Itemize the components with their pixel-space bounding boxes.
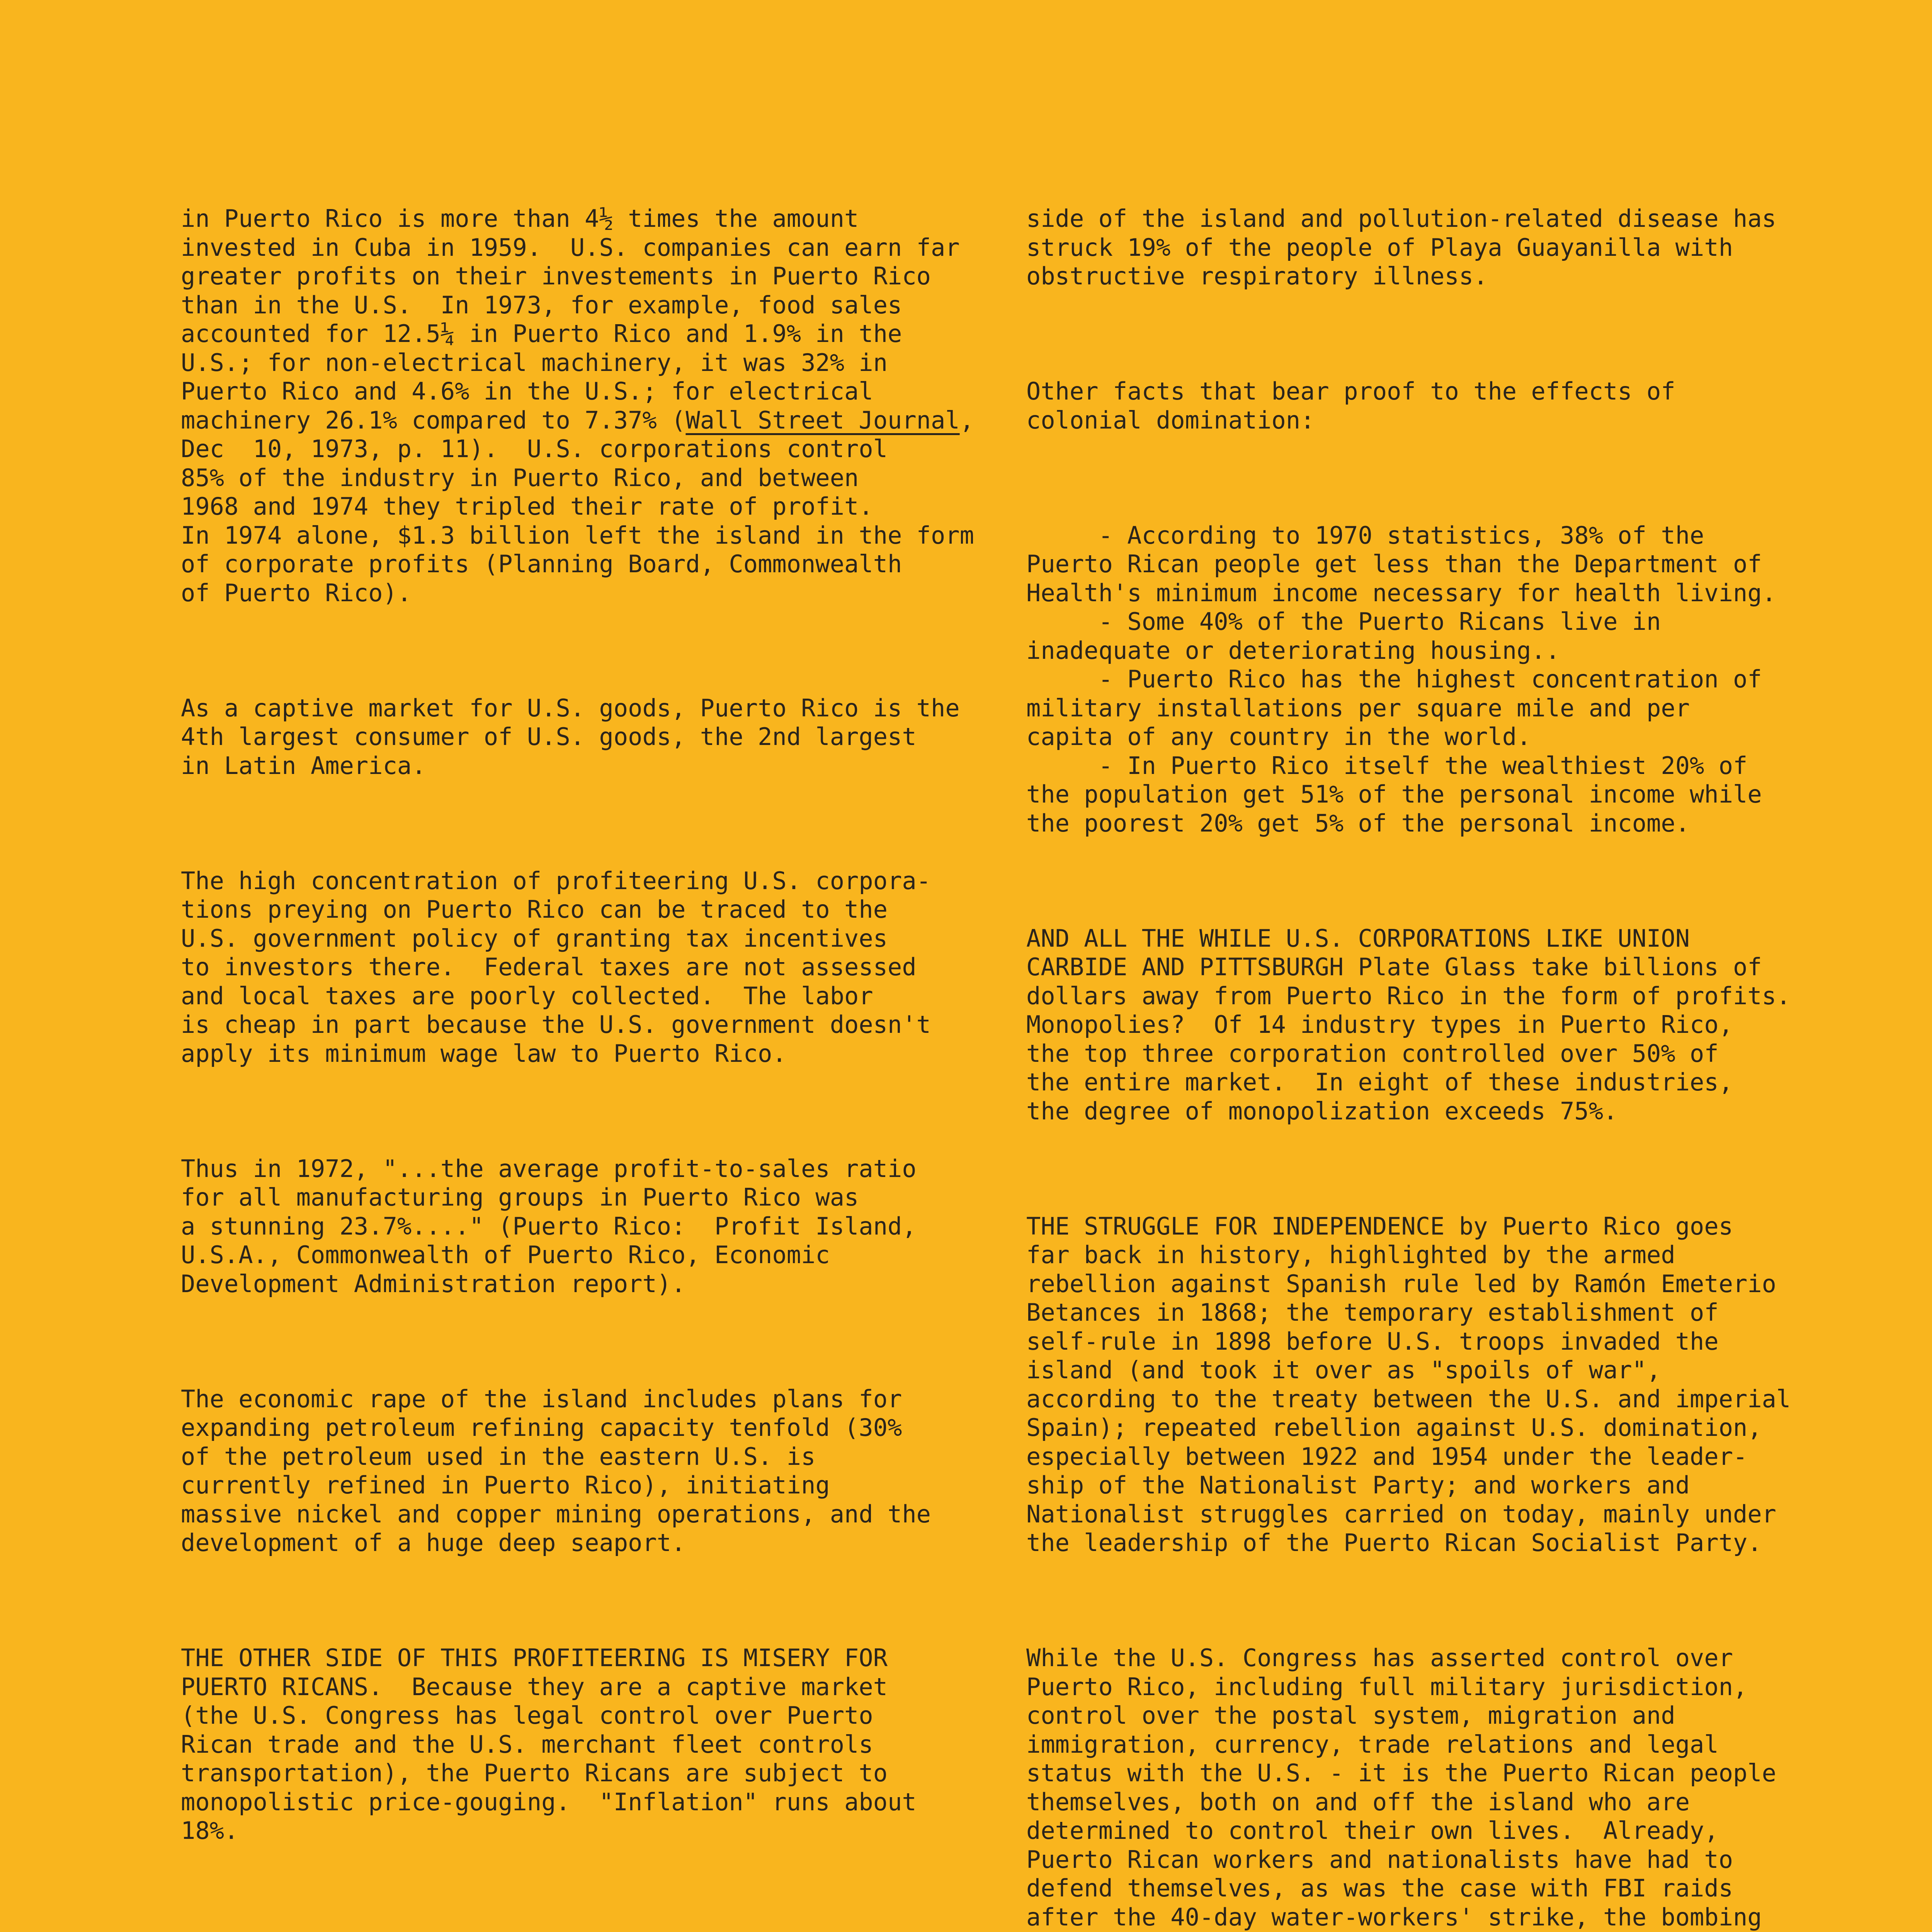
right-column [1026, 147, 1845, 1932]
paragraph-tax-incentives: The high concentration of profiteering U.S. corpora- tions preying on Puerto Rico can be traced to the U.S. government policy of granting tax incentives to investors there. Federal taxes are not assessed and local taxes are poorly collected. The labor is cheap in part because the U.S. government doesn't apply its minimum wage law to Puerto Rico. [181, 866, 931, 1068]
paragraph-misery: THE OTHER SIDE OF THIS PROFITEERING IS MISERY FOR PUERTO RICANS. Because they are a captive market (the U.S. Congress has legal control over Puerto Rican trade and the U.S. merchant fleet controls transportation), the Puerto Ricans are subject to monopolistic price-gouging. "Inflation" runs about 18%. [181, 1644, 917, 1845]
wall-street-journal-citation: Wall Street Journal [685, 406, 960, 434]
paragraph-congress-control: While the U.S. Congress has asserted control over Puerto Rico, including full military jurisdiction, control over the postal system, migration and immigration, currency, trade relations and legal status with the U.S. - it is the Puerto Rican people themselves, both on and off the island who are determined to control their own lives. Already, Puerto Rican workers and nationalists have had to defend themselves, as was the case with FBI raids after the 40-day water-workers' strike, the bombing [1026, 1644, 1777, 1931]
paragraph-investment: in Puerto Rico is more than 4½ times the amount invested in Cuba in 1959. U.S. companies can earn far greater profits on their investements in Puerto Rico than in the U.S. In 1973, for example, food sales accounted for 12.5¼ in Puerto Rico and 1.9% in the U.S.; for non-electrical machinery, it was 32% in Puerto Rico and 4.6% in the U.S.; for electrical machinery 26.1% compared to 7.37% (Wall Street Journal, Dec 10, 1973, p. 11). U.S. corporations control 85% of the industry in Puerto Rico, and between 1968 and 1974 they tripled their rate of profit. In 1974 alone, $1.3 billion left the island in the form of corporate profits (Planning Board, Commonwealth of Puerto Rico). [181, 204, 974, 607]
paragraph-corporations: AND ALL THE WHILE U.S. CORPORATIONS LIKE UNION CARBIDE AND PITTSBURGH Plate Glass take billions of dollars away from Puerto Rico in the form of profits. Monopolies? Of 14 industry types in Puerto Rico, the top three corporation controlled over 50% of the entire market. In eight of these industries, the degree of monopolization exceeds 75%. [1026, 924, 1791, 1125]
paragraph-profit-ratio: Thus in 1972, "...the average profit-to-sales ratio for all manufacturing groups in Puerto Rico was a stunning 23.7%...." (Puerto Rico: Profit Island, U.S.A., Commonwealth of Puerto Rico, Economic Development Administration report). [181, 1154, 917, 1298]
paragraph-pollution: side of the island and pollution-related disease has struck 19% of the people of Playa Guayanilla with obstructive respiratory illness. [1026, 204, 1777, 290]
paragraph-other-facts: Other facts that bear proof to the effects of colonial domination: [1026, 377, 1675, 434]
paragraph-fact-list: - According to 1970 statistics, 38% of the Puerto Rican people get less than the Department of Health's minimum income necessary for health living. - Some 40% of the Puerto Ricans live in inadequate or deteriorating housing.. - Puerto Rico has the highest concentration of military installations per square mile and per capita of any country in the world. - In Puerto Rico itself the wealthiest 20% of the population get 51% of the personal income while the poorest 20% get 5% of the personal income. [1026, 521, 1777, 837]
paragraph-captive-market: As a captive market for U.S. goods, Puerto Rico is the 4th largest consumer of U.S. goods, the 2nd largest in Latin America. [181, 694, 960, 780]
left-column [181, 147, 1008, 1932]
paragraph-economic-rape: The economic rape of the island includes plans for expanding petroleum refining capacity tenfold (30% of the petroleum used in the eastern U.S. is currently refined in Puerto Rico), initiating massive nickel and copper mining operations, and the development of a huge deep seaport. [181, 1384, 931, 1557]
paragraph-struggle: THE STRUGGLE FOR INDEPENDENCE by Puerto Rico goes far back in history, highlighted by the armed rebellion against Spanish rule led by Ramón Emeterio Betances in 1868; the temporary establishment of self-rule in 1898 before U.S. troops invaded the island (and took it over as "spoils of war", according to the treaty between the U.S. and imperial Spain); repeated rebellion against U.S. domination, especially between 1922 and 1954 under the leader- ship of the Nationalist Party; and workers and Nationalist struggles carried on today, mainly under the leadership of the Puerto Rican Socialist Party. [1026, 1212, 1791, 1557]
